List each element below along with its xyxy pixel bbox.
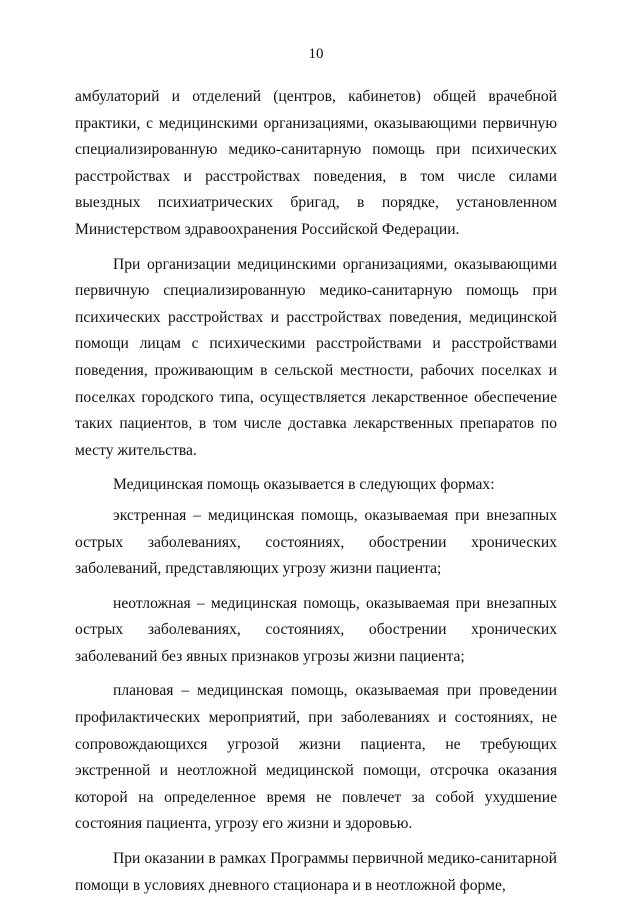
paragraph-forms-intro: Медицинская помощь оказывается в следующих формах: — [113, 476, 495, 494]
paragraph-planned: плановая – медицинская помощь, оказываемая при проведении профилактических мероприятий, при заболеваниях и состояниях, не сопровождающихся угрозой жизни пациента, не требующих экстренной и неотложной медицинской помощи, отсрочка оказания которой на определенное время не повлечет за собой ухудшение состояния пациента, угрозу его жизни и здоровью. — [75, 682, 557, 833]
page-number: 10 — [308, 46, 324, 62]
paragraph-emergency: экстренная – медицинская помощь, оказываемая при внезапных острых заболеваниях, состояниях, обострении хронических заболеваний, представляющих угрозу жизни пациента; — [75, 506, 557, 578]
paragraph-continuation: амбулаторий и отделений (центров, кабинетов) общей врачебной практики, с медицинскими организациями, оказывающими первичную специализированную медико-санитарную помощь при психических расстройствах и расстройствах поведения, в том числе силами выездных психиатрических бригад, в порядке, установленном Министерством здравоохранения Российской Федерации. — [75, 88, 557, 238]
paragraph-rural-patients: При организации медицинскими организациями, оказывающими первичную специализированную медико-санитарную помощь при психических расстройствах и расстройствах поведения, медицинской помощи лицам с психическими расстройствами и расстройствами поведения, проживающим в сельской местности, рабочих поселках и поселках городского типа, осуществляется лекарственное обеспечение таких пациентов, в том числе доставка лекарственных препаратов по месту жительства. — [75, 255, 557, 459]
paragraph-urgent: неотложная – медицинская помощь, оказываемая при внезапных острых заболеваниях, состояниях, обострении хронических заболеваний без явных признаков угрозы жизни пациента; — [75, 594, 557, 665]
document-body — [75, 84, 557, 907]
paragraph-day-hospital: При оказании в рамках Программы первичной медико-санитарной помощи в условиях дневного стационара и в неотложной форме, — [75, 850, 557, 894]
